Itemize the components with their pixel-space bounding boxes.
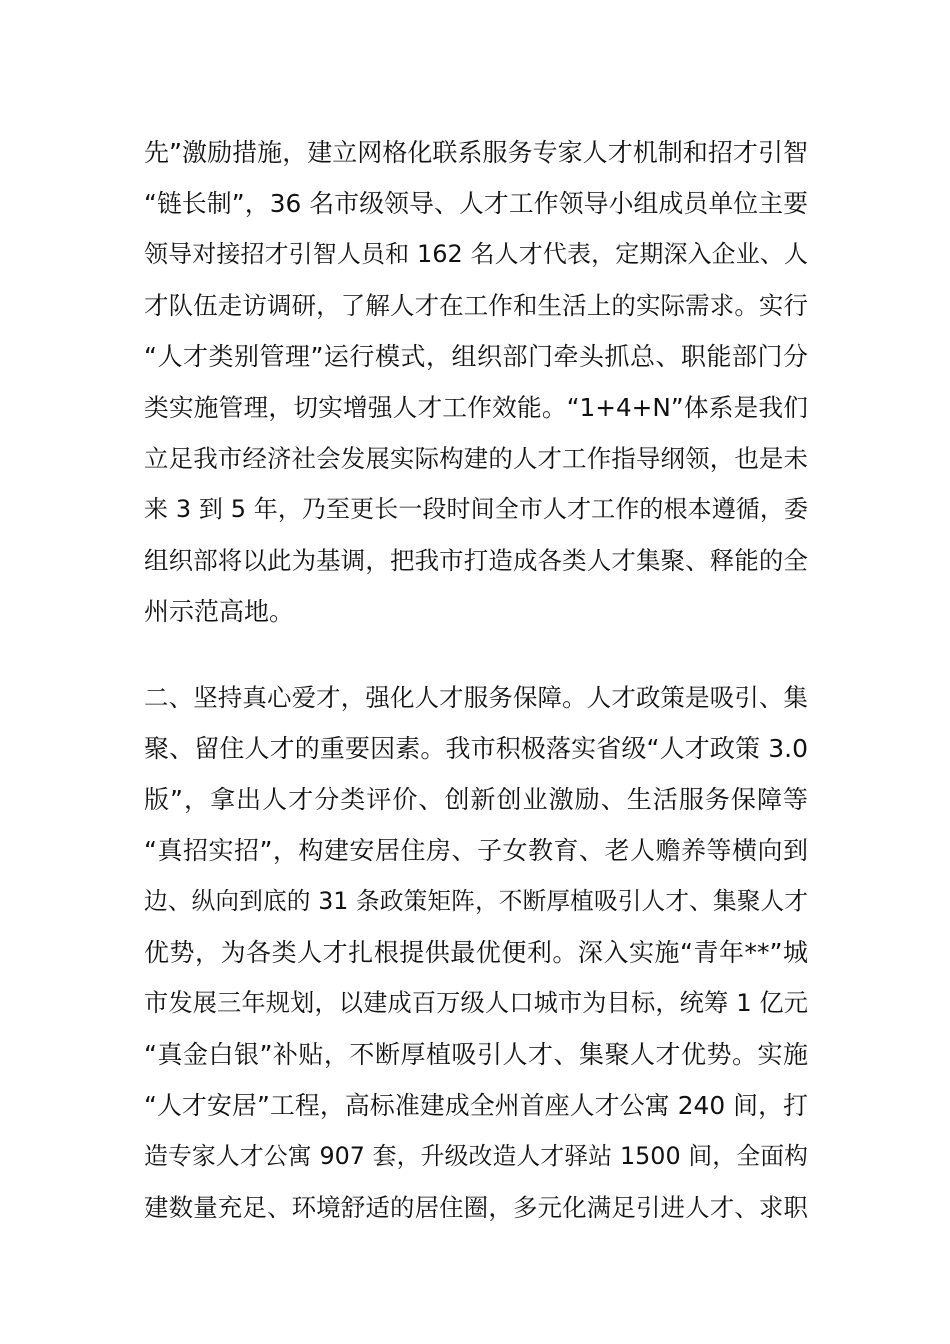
paragraph-line: “人才安居”工程，高标准建成全州首座人才公寓 240 间，打	[144, 1091, 808, 1120]
paragraph-line: 来 3 到 5 年，乃至更长一段时间全市人才工作的根本遵循，委	[144, 495, 808, 523]
paragraph-line: 优势，为各类人才扎根提供最优便利。深入实施“青年**”城	[144, 938, 808, 967]
paragraph-line: “真金白银”补贴，不断厚植吸引人才、集聚人才优势。实施	[144, 1040, 808, 1069]
paragraph-line: 先”激励措施，建立网格化联系服务专家人才机制和招才引智	[144, 138, 808, 167]
paragraph-line: 州示范高地。	[144, 597, 295, 626]
paragraph-talent-service	[144, 672, 808, 1233]
paragraph-line: 建数量充足、环境舒适的居住圈，多元化满足引进人才、求职	[144, 1193, 808, 1222]
paragraph-line: 市发展三年规划，以建成百万级人口城市为目标，统筹 1 亿元	[144, 989, 808, 1017]
paragraph-talent-mechanism	[144, 127, 808, 637]
paragraph-line: 聚、留住人才的重要因素。我市积极落实省级“人才政策 3.0	[144, 734, 808, 763]
paragraph-line: 领导对接招才引智人员和 162 名人才代表，定期深入企业、人	[144, 240, 808, 268]
paragraph-line: 类实施管理，切实增强人才工作效能。“1+4+N”体系是我们	[144, 393, 808, 422]
paragraph-line: 才队伍走访调研，了解人才在工作和生活上的实际需求。实行	[144, 291, 808, 320]
paragraph-line: 二、坚持真心爱才，强化人才服务保障。人才政策是吸引、集	[144, 683, 808, 712]
paragraph-line: 组织部将以此为基调，把我市打造成各类人才集聚、释能的全	[144, 546, 808, 575]
paragraph-line: 版”，拿出人才分类评价、创新创业激励、生活服务保障等	[144, 785, 808, 814]
paragraph-line: 立足我市经济社会发展实际构建的人才工作指导纲领，也是未	[144, 444, 808, 473]
paragraph-line: “人才类别管理”运行模式，组织部门牵头抓总、职能部门分	[144, 342, 808, 371]
paragraph-line: “链长制”，36 名市级领导、人才工作领导小组成员单位主要	[144, 189, 808, 218]
paragraph-line: 造专家人才公寓 907 套，升级改造人才驿站 1500 间，全面构	[144, 1142, 808, 1170]
paragraph-line: 边、纵向到底的 31 条政策矩阵，不断厚植吸引人才、集聚人才	[144, 887, 808, 915]
paragraph-line: “真招实招”，构建安居住房、子女教育、老人赡养等横向到	[144, 836, 808, 865]
